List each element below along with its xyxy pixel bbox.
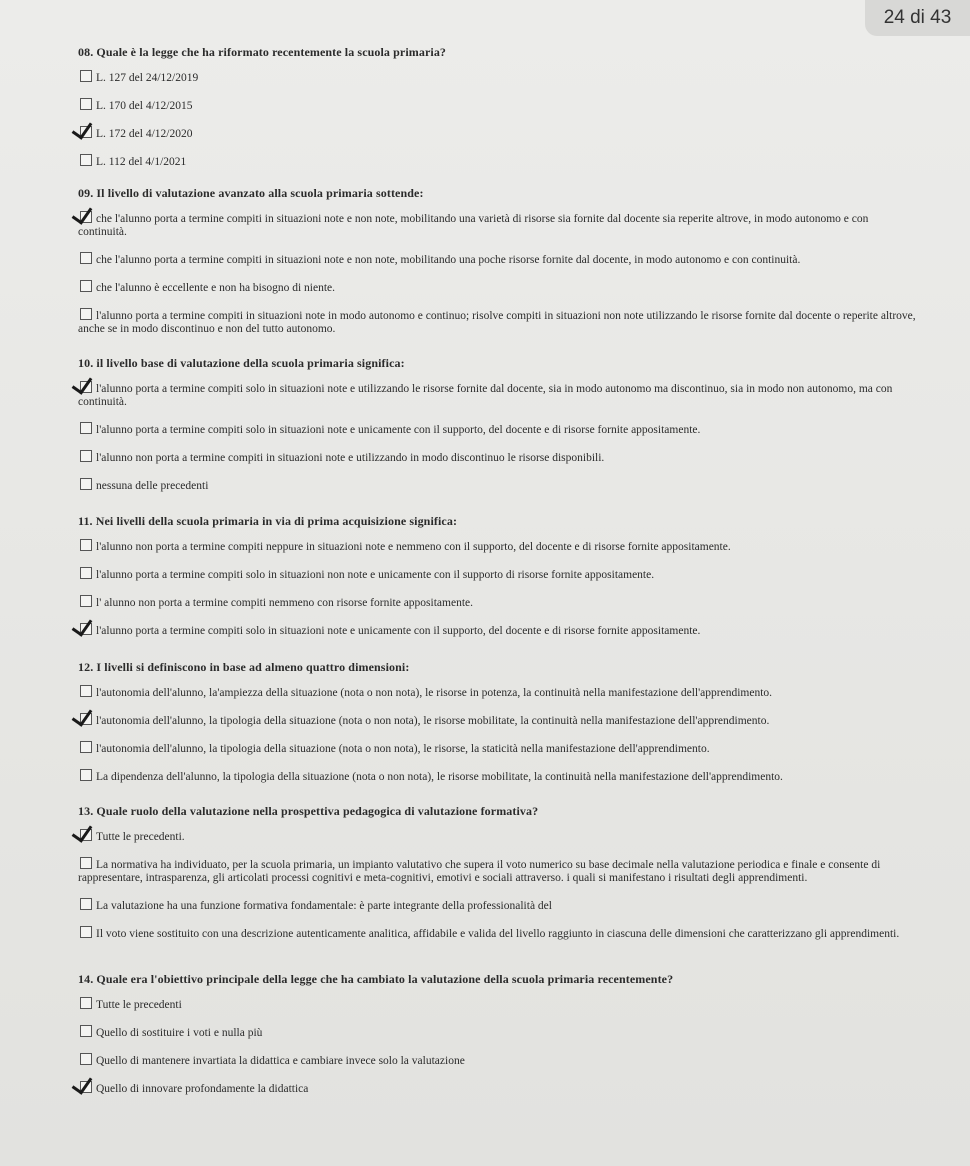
answer-option[interactable] [78, 70, 918, 85]
answer-option[interactable] [78, 308, 918, 336]
answer-text: l'alunno non porta a termine compiti neppure in situazioni note e nemmeno con il supporto, del docente e di risorse fornite appositamente. [96, 541, 731, 553]
answer-option[interactable] [78, 567, 918, 582]
checkbox[interactable] [80, 857, 92, 869]
answer-option[interactable] [78, 450, 918, 465]
answer-text: l'alunno porta a termine compiti solo in situazioni note e unicamente con il supporto, del docente e di risorse fornite appositamente. [96, 424, 701, 436]
answer-option[interactable] [78, 741, 918, 756]
answer-text: l' alunno non porta a termine compiti nemmeno con risorse fornite appositamente. [96, 597, 473, 609]
answer-option[interactable] [78, 381, 918, 409]
answer-text: che l'alunno porta a termine compiti in situazioni note e non note, mobilitando una varietà di risorse sia fornite dal docente sia reperite altrove, in modo autonomo e con continuità. [78, 213, 869, 238]
answer-text: Quello di mantenere invartiata la didattica e cambiare invece solo la valutazione [96, 1055, 465, 1067]
answer-text: che l'alunno è eccellente e non ha bisogno di niente. [96, 282, 336, 294]
question-12 [78, 660, 918, 797]
answer-option[interactable] [78, 713, 918, 728]
checkbox[interactable] [80, 280, 92, 292]
question-08 [78, 45, 918, 182]
answer-option[interactable] [78, 126, 918, 141]
answer-text: Tutte le precedenti [96, 999, 182, 1011]
question-13 [78, 804, 918, 954]
page-indicator: 24 di 43 [865, 0, 970, 36]
answer-option[interactable] [78, 857, 918, 885]
question-11 [78, 514, 918, 651]
answer-text: Il voto viene sostituito con una descrizione autenticamente analitica, affidabile e valida del livello raggiunto in ciascuna delle dimensioni che caratterizzano gli apprendimenti. [96, 928, 900, 940]
checkbox[interactable] [80, 70, 92, 82]
checked-checkbox[interactable] [80, 1081, 92, 1093]
answer-option[interactable] [78, 1053, 918, 1068]
answer-text: Tutte le precedenti. [96, 831, 185, 843]
checked-checkbox[interactable] [80, 126, 92, 138]
answer-text: La normativa ha individuato, per la scuola primaria, un impianto valutativo che supera il voto numerico su base decimale nella valutazione periodica e finale e consente di rappresentare, intrasparenza, gli articolati processi cognitivi e meta-cognitivi, emotivi e sociali attraverso. i quali si manifestano i risultati degli apprendimenti. [78, 859, 881, 884]
checkbox[interactable] [80, 898, 92, 910]
answer-option[interactable] [78, 997, 918, 1012]
answer-text: L. 170 del 4/12/2015 [96, 100, 193, 112]
checkbox[interactable] [80, 98, 92, 110]
answer-text: L. 172 del 4/12/2020 [96, 128, 193, 140]
question-title: 10. il livello base di valutazione della scuola primaria significa: [78, 356, 405, 370]
answer-option[interactable] [78, 829, 918, 844]
checkbox[interactable] [80, 685, 92, 697]
checked-checkbox[interactable] [80, 713, 92, 725]
checkbox[interactable] [80, 478, 92, 490]
answer-option[interactable] [78, 769, 918, 784]
checked-checkbox[interactable] [80, 829, 92, 841]
answer-option[interactable] [78, 280, 918, 295]
answer-text: L. 127 del 24/12/2019 [96, 72, 199, 84]
checkbox[interactable] [80, 308, 92, 320]
question-title: 13. Quale ruolo della valutazione nella prospettiva pedagogica di valutazione formativa? [78, 804, 539, 818]
answer-text: La dipendenza dell'alunno, la tipologia della situazione (nota o non nota), le risorse mobilitate, la continuità nella manifestazione dell'apprendimento. [96, 771, 783, 783]
answer-text: che l'alunno porta a termine compiti in situazioni note e non note, mobilitando una poche risorse fornite dal docente, in modo autonomo e con continuità. [96, 254, 801, 266]
answer-text: Quello di innovare profondamente la didattica [96, 1083, 309, 1095]
answer-option[interactable] [78, 1081, 918, 1096]
checkbox[interactable] [80, 769, 92, 781]
checkbox[interactable] [80, 154, 92, 166]
checkbox[interactable] [80, 450, 92, 462]
answer-text: l'autonomia dell'alunno, la tipologia della situazione (nota o non nota), le risorse mobilitate, la continuità nella manifestazione dell'apprendimento. [96, 715, 770, 727]
answer-text: nessuna delle precedenti [96, 480, 209, 492]
answer-option[interactable] [78, 478, 918, 493]
question-14 [78, 972, 918, 1109]
checkbox[interactable] [80, 539, 92, 551]
answer-option[interactable] [78, 1025, 918, 1040]
checkbox[interactable] [80, 926, 92, 938]
answer-option[interactable] [78, 98, 918, 113]
question-title: 11. Nei livelli della scuola primaria in via di prima acquisizione significa: [78, 514, 458, 528]
question-10 [78, 356, 918, 506]
question-title: 14. Quale era l'obiettivo principale della legge che ha cambiato la valutazione della scuola primaria recentemente? [78, 972, 674, 986]
answer-text: l'alunno porta a termine compiti in situazioni note in modo autonomo e continuo; risolve compiti in situazioni non note utilizzando le risorse fornite dal docente o reperite altrove, anche se in modo discontinuo e non del tutto autonomo. [78, 310, 916, 335]
question-title: 09. Il livello di valutazione avanzato alla scuola primaria sottende: [78, 186, 424, 200]
question-title: 12. I livelli si definiscono in base ad almeno quattro dimensioni: [78, 660, 410, 674]
answer-option[interactable] [78, 926, 918, 941]
answer-option[interactable] [78, 898, 918, 913]
answer-option[interactable] [78, 685, 918, 700]
checkbox[interactable] [80, 422, 92, 434]
answer-option[interactable] [78, 252, 918, 267]
answer-option[interactable] [78, 595, 918, 610]
question-09 [78, 186, 918, 349]
answer-option[interactable] [78, 211, 918, 239]
checkbox[interactable] [80, 252, 92, 264]
checkbox[interactable] [80, 1053, 92, 1065]
checkbox[interactable] [80, 741, 92, 753]
answer-text: l'alunno porta a termine compiti solo in situazioni note e unicamente con il supporto, del docente e di risorse fornite appositamente. [96, 625, 701, 637]
answer-text: l'autonomia dell'alunno, la tipologia della situazione (nota o non nota), le risorse, la staticità nella manifestazione dell'apprendimento. [96, 743, 710, 755]
answer-option[interactable] [78, 623, 918, 638]
checkbox[interactable] [80, 595, 92, 607]
answer-text: La valutazione ha una funzione formativa fondamentale: è parte integrante della professionalità del [96, 900, 552, 912]
answer-text: L. 112 del 4/1/2021 [96, 156, 187, 168]
checked-checkbox[interactable] [80, 381, 92, 393]
checkbox[interactable] [80, 567, 92, 579]
checkbox[interactable] [80, 1025, 92, 1037]
checked-checkbox[interactable] [80, 623, 92, 635]
answer-text: l'alunno non porta a termine compiti in situazioni note e utilizzando in modo discontinuo le risorse disponibili. [96, 452, 605, 464]
answer-option[interactable] [78, 422, 918, 437]
answer-option[interactable] [78, 154, 918, 169]
checked-checkbox[interactable] [80, 211, 92, 223]
question-title: 08. Quale è la legge che ha riformato recentemente la scuola primaria? [78, 45, 447, 59]
answer-text: l'autonomia dell'alunno, la'ampiezza della situazione (nota o non nota), le risorse in potenza, la continuità nella manifestazione dell'apprendimento. [96, 687, 773, 699]
answer-text: l'alunno porta a termine compiti solo in situazioni note e utilizzando le risorse fornite dal docente, sia in modo autonomo ma discontinuo, sia in modo non autonomo, ma con continuità. [78, 383, 893, 408]
answer-text: Quello di sostituire i voti e nulla più [96, 1027, 263, 1039]
answer-text: l'alunno porta a termine compiti solo in situazioni non note e unicamente con il supporto di risorse fornite appositamente. [96, 569, 655, 581]
checkbox[interactable] [80, 997, 92, 1009]
answer-option[interactable] [78, 539, 918, 554]
